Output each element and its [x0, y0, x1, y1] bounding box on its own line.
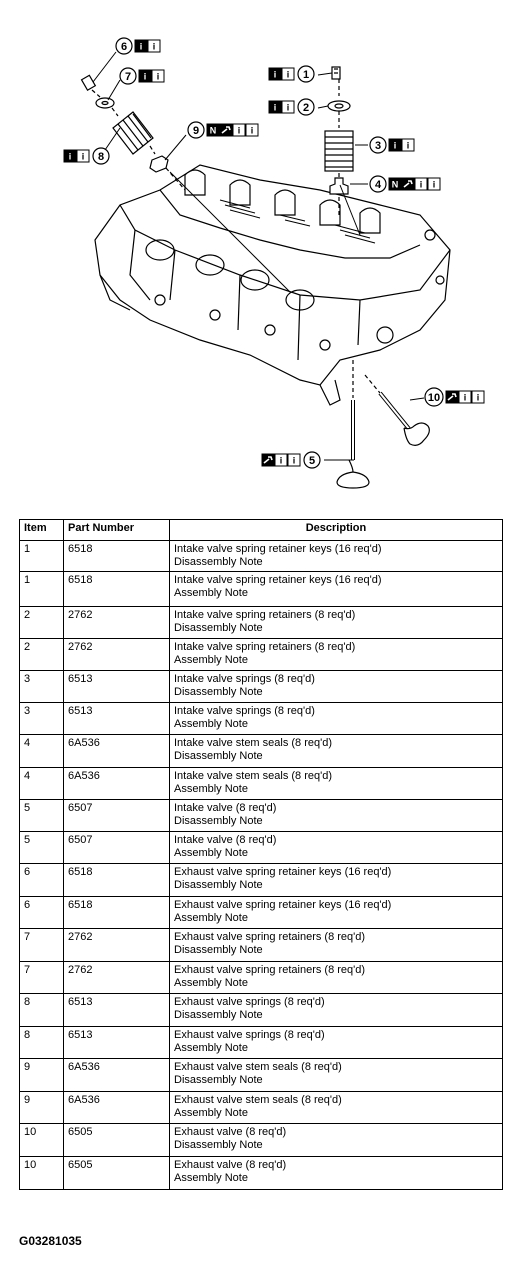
table-row: [20, 994, 503, 1027]
n-icon: N: [209, 125, 217, 136]
callout-number: 9: [192, 125, 200, 137]
cell-item: 3: [20, 703, 64, 735]
n-icon: N: [391, 179, 399, 190]
cylinder-head-casting: [95, 165, 450, 405]
info-icon: i: [279, 455, 283, 466]
table-row: [20, 864, 503, 897]
info-icon: i: [286, 102, 290, 113]
cell-item: 2: [20, 607, 64, 639]
table-row: [20, 607, 503, 639]
note-link[interactable]: Assembly Note: [174, 1042, 248, 1054]
description-text: Intake valve (8 req'd): [174, 802, 277, 814]
cell-item: 9: [20, 1059, 64, 1092]
table-row: [20, 929, 503, 962]
cell-part-number: 6513: [64, 703, 170, 735]
table-row: [20, 703, 503, 735]
callout-number: 10: [427, 392, 441, 404]
table-row: [20, 639, 503, 671]
cell-part-number: 6505: [64, 1157, 170, 1190]
cell-item: 2: [20, 639, 64, 671]
info-icon: i: [273, 69, 277, 80]
description-text: Intake valve stem seals (8 req'd): [174, 737, 333, 749]
part-exhaust-valve-spring: [113, 112, 153, 154]
info-icon: i: [237, 125, 241, 136]
cell-part-number: 6518: [64, 572, 170, 607]
table-row: [20, 541, 503, 572]
cell-description: [170, 1027, 503, 1059]
info-icon: i: [250, 125, 254, 136]
cell-description: [170, 671, 503, 703]
description-text: Intake valve springs (8 req'd): [174, 673, 315, 685]
cell-part-number: 6507: [64, 832, 170, 864]
cell-item: 1: [20, 572, 64, 607]
cell-item: 6: [20, 897, 64, 929]
callout-2: [269, 99, 314, 115]
info-icon: i: [463, 392, 467, 403]
info-icon: i: [393, 140, 397, 151]
cell-part-number: 2762: [64, 639, 170, 671]
callout-4: [370, 176, 440, 192]
description-text: Exhaust valve spring retainer keys (16 req'd): [174, 866, 392, 878]
table-row: [20, 1124, 503, 1157]
description-text: Exhaust valve stem seals (8 req'd): [174, 1061, 342, 1073]
cell-part-number: 6A536: [64, 768, 170, 800]
note-link[interactable]: Assembly Note: [174, 977, 248, 989]
callout-number: 8: [97, 151, 105, 163]
info-icon: i: [406, 140, 410, 151]
note-link[interactable]: Disassembly Note: [174, 1139, 263, 1151]
header-part-number: Part Number: [64, 520, 170, 541]
cylinder-head-exploded-diagram: [0, 0, 523, 505]
cell-part-number: 6518: [64, 897, 170, 929]
note-link[interactable]: Disassembly Note: [174, 556, 263, 568]
cell-description: [170, 639, 503, 671]
table-row: [20, 1092, 503, 1124]
table-row: [20, 962, 503, 994]
note-link[interactable]: Assembly Note: [174, 718, 248, 730]
info-icon: i: [419, 179, 423, 190]
cell-item: 7: [20, 929, 64, 962]
cell-part-number: 6518: [64, 541, 170, 572]
cell-part-number: 2762: [64, 929, 170, 962]
cell-description: [170, 832, 503, 864]
cell-description: [170, 572, 503, 607]
callout-number: 4: [374, 179, 382, 191]
table-row: [20, 1059, 503, 1092]
cell-description: [170, 768, 503, 800]
cell-item: 10: [20, 1124, 64, 1157]
table-row: [20, 768, 503, 800]
callout-number: 7: [124, 71, 132, 83]
description-text: Exhaust valve spring retainers (8 req'd): [174, 964, 366, 976]
header-item: Item: [20, 520, 64, 541]
callout-number: 3: [374, 140, 382, 152]
cell-part-number: 2762: [64, 607, 170, 639]
description-text: Exhaust valve spring retainers (8 req'd): [174, 931, 366, 943]
note-link[interactable]: Assembly Note: [174, 847, 248, 859]
cell-description: [170, 929, 503, 962]
cell-item: 5: [20, 800, 64, 832]
part-intake-valve-stem-seal: [330, 178, 348, 194]
note-link[interactable]: Assembly Note: [174, 912, 248, 924]
table-row: [20, 735, 503, 768]
cell-item: 1: [20, 541, 64, 572]
callout-number: 6: [120, 41, 128, 53]
note-link[interactable]: Disassembly Note: [174, 879, 263, 891]
description-text: Intake valve spring retainers (8 req'd): [174, 641, 356, 653]
cell-part-number: 6A536: [64, 1092, 170, 1124]
info-icon: i: [68, 151, 72, 162]
info-icon: i: [432, 179, 436, 190]
info-icon: i: [286, 69, 290, 80]
part-exhaust-spring-retainer: [96, 98, 114, 108]
description-text: Exhaust valve spring retainer keys (16 req'd): [174, 899, 392, 911]
cell-description: [170, 541, 503, 572]
cell-item: 9: [20, 1092, 64, 1124]
cell-description: [170, 994, 503, 1027]
cell-description: [170, 897, 503, 929]
callout-7: [120, 68, 164, 84]
cell-description: [170, 962, 503, 994]
note-link[interactable]: Assembly Note: [174, 654, 248, 666]
note-link[interactable]: Disassembly Note: [174, 686, 263, 698]
cell-part-number: 6513: [64, 671, 170, 703]
description-text: Exhaust valve springs (8 req'd): [174, 1029, 325, 1041]
cell-item: 8: [20, 994, 64, 1027]
cell-part-number: 6505: [64, 1124, 170, 1157]
note-link[interactable]: Disassembly Note: [174, 750, 263, 762]
cell-part-number: 6A536: [64, 735, 170, 768]
description-text: Intake valve spring retainer keys (16 req'd): [174, 574, 382, 586]
description-text: Exhaust valve springs (8 req'd): [174, 996, 325, 1008]
header-description: Description: [170, 520, 503, 541]
cell-part-number: 6A536: [64, 1059, 170, 1092]
cell-item: 7: [20, 962, 64, 994]
cell-item: 5: [20, 832, 64, 864]
callout-number: 2: [302, 102, 310, 114]
cell-item: 3: [20, 671, 64, 703]
cell-description: [170, 1157, 503, 1190]
cell-part-number: 2762: [64, 962, 170, 994]
part-intake-spring-retainer: [328, 101, 350, 111]
cell-description: [170, 703, 503, 735]
cell-part-number: 6507: [64, 800, 170, 832]
callout-9: [188, 122, 258, 138]
table-row: [20, 572, 503, 607]
info-icon: i: [292, 455, 296, 466]
description-text: Exhaust valve (8 req'd): [174, 1159, 287, 1171]
info-icon: i: [476, 392, 480, 403]
cell-description: [170, 607, 503, 639]
note-link[interactable]: Disassembly Note: [174, 1074, 263, 1086]
description-text: Intake valve stem seals (8 req'd): [174, 770, 333, 782]
info-icon: i: [152, 41, 156, 52]
callout-10: [425, 388, 484, 406]
note-link[interactable]: Disassembly Note: [174, 944, 263, 956]
part-exhaust-valve-stem-seal: [150, 156, 168, 172]
callout-number: 5: [308, 455, 316, 467]
info-icon: i: [273, 102, 277, 113]
parts-table: [19, 519, 503, 1190]
callout-3: [370, 137, 414, 153]
callout-8: [64, 148, 109, 164]
info-icon: i: [81, 151, 85, 162]
cell-item: 10: [20, 1157, 64, 1190]
description-text: Exhaust valve stem seals (8 req'd): [174, 1094, 342, 1106]
figure-id: G03281035: [19, 1234, 82, 1248]
part-intake-valve: [337, 400, 369, 488]
note-link[interactable]: Assembly Note: [174, 587, 248, 599]
description-text: Intake valve spring retainer keys (16 req'd): [174, 543, 382, 555]
table-row: [20, 800, 503, 832]
part-intake-valve-spring: [325, 131, 353, 171]
table-row: [20, 897, 503, 929]
description-text: Intake valve springs (8 req'd): [174, 705, 315, 717]
part-exhaust-valve: [380, 393, 429, 445]
cell-part-number: 6513: [64, 1027, 170, 1059]
table-header-row: [20, 520, 503, 541]
part-exhaust-retainer-keys: [82, 75, 96, 90]
note-link[interactable]: Disassembly Note: [174, 622, 263, 634]
info-icon: i: [139, 41, 143, 52]
table-row: [20, 832, 503, 864]
callout-5: [262, 452, 320, 468]
cell-item: 4: [20, 735, 64, 768]
table-row: [20, 671, 503, 703]
info-icon: i: [143, 71, 147, 82]
cell-item: 4: [20, 768, 64, 800]
callout-1: [269, 66, 314, 82]
note-link[interactable]: Assembly Note: [174, 1172, 248, 1184]
description-text: Intake valve (8 req'd): [174, 834, 277, 846]
part-intake-retainer-keys: [332, 67, 340, 79]
callout-6: [116, 38, 160, 54]
info-icon: i: [156, 71, 160, 82]
note-link[interactable]: Assembly Note: [174, 783, 248, 795]
description-text: Intake valve spring retainers (8 req'd): [174, 609, 356, 621]
table-row: [20, 1027, 503, 1059]
cell-description: [170, 1092, 503, 1124]
table-row: [20, 1157, 503, 1190]
cell-description: [170, 735, 503, 768]
description-text: Exhaust valve (8 req'd): [174, 1126, 287, 1138]
note-link[interactable]: Disassembly Note: [174, 1009, 263, 1021]
note-link[interactable]: Disassembly Note: [174, 815, 263, 827]
cell-description: [170, 864, 503, 897]
cell-description: [170, 1059, 503, 1092]
note-link[interactable]: Assembly Note: [174, 1107, 248, 1119]
callout-number: 1: [302, 69, 310, 81]
cell-part-number: 6513: [64, 994, 170, 1027]
cell-description: [170, 800, 503, 832]
cell-item: 6: [20, 864, 64, 897]
cell-item: 8: [20, 1027, 64, 1059]
cell-description: [170, 1124, 503, 1157]
cell-part-number: 6518: [64, 864, 170, 897]
